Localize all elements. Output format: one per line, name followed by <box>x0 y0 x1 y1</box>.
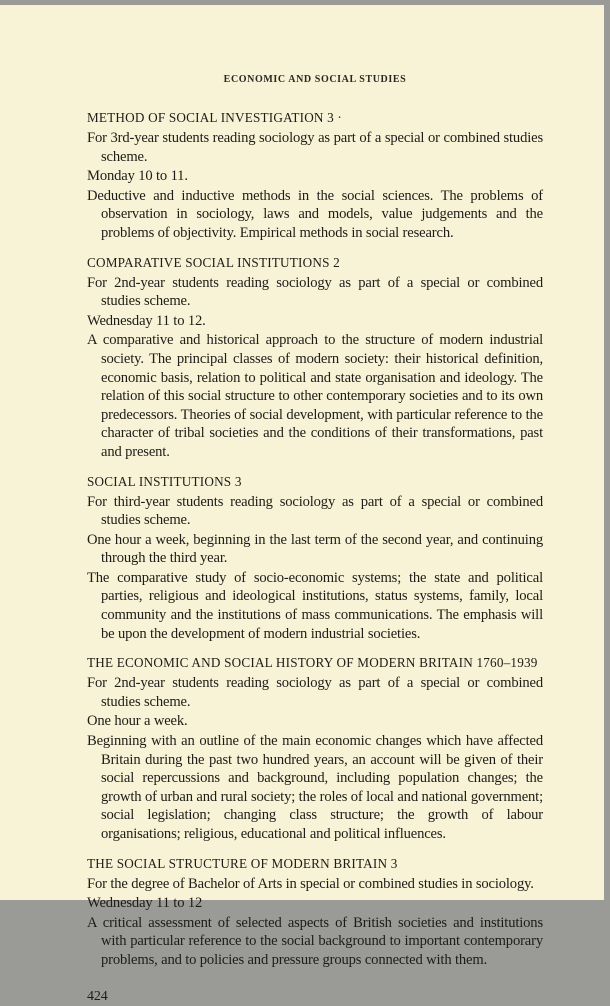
course-description: The comparative study of socio-economic systems; the state and political parties, religious and ideological institutions, status systems, family, local community and the institutions of mass communications. The emphasis will be upon the development of modern industrial societies. <box>87 569 543 642</box>
course-schedule: Wednesday 11 to 12. <box>87 312 206 329</box>
course-schedule: One hour a week, beginning in the last term of the second year, and continuing through the third year. <box>87 531 543 567</box>
course-description: Deductive and inductive methods in the social sciences. The problems of observation in sociology, laws and models, value judgements and the problems of objectivity. Empirical methods in social research. <box>87 187 543 241</box>
course-title: METHOD OF SOCIAL INVESTIGATION 3 · <box>87 110 343 125</box>
course-economic-social-history <box>87 654 543 843</box>
course-eligibility: For the degree of Bachelor of Arts in special or combined studies in sociology. <box>87 875 534 892</box>
course-description: A comparative and historical approach to the structure of modern industrial society. The principal classes of modern society: their historical definition, economic basis, relation to political and state organisation and ideology. The relation of this social structure to other contemporary societies and to its own predecessors. Theories of social development, with particular reference to the character of tribal societies and the conditions of their transformations, past and present. <box>87 332 543 460</box>
page-content <box>87 73 543 1006</box>
course-eligibility: For 2nd-year students reading sociology as part of a special or combined studies scheme. <box>87 274 543 310</box>
course-method-of-social-investigation <box>87 109 543 243</box>
course-eligibility: For 3rd-year students reading sociology as part of a special or combined studies scheme. <box>87 130 543 165</box>
course-social-structure-of-modern-britain <box>87 855 543 970</box>
book-page <box>0 5 604 1004</box>
course-eligibility: For third-year students reading sociology as part of a special or combined studies scheme. <box>87 493 543 529</box>
course-schedule: One hour a week. <box>87 713 188 730</box>
course-title: THE SOCIAL STRUCTURE OF MODERN BRITAIN 3 <box>87 855 398 871</box>
course-social-institutions <box>87 473 543 644</box>
course-schedule: Wednesday 11 to 12 <box>87 895 203 912</box>
course-eligibility: For 2nd-year students reading sociology as part of a special or combined studies scheme. <box>87 675 543 710</box>
course-description: Beginning with an outline of the main economic changes which have affected Britain during the past two hundred years, an account will be given of their social repercussions and background, including population changes; the growth of urban and rural society; the roles of local and national government; social legislation; changing class structure; the growth of labour organisations; religious, educational and political influences. <box>87 733 543 842</box>
page-number: 424 <box>87 988 108 1004</box>
course-comparative-social-institutions <box>87 254 543 462</box>
course-title: COMPARATIVE SOCIAL INSTITUTIONS 2 <box>87 254 340 270</box>
running-head: ECONOMIC AND SOCIAL STUDIES <box>223 74 407 85</box>
course-title: SOCIAL INSTITUTIONS 3 <box>87 473 242 489</box>
course-description: A critical assessment of selected aspects of British societies and institutions with particular reference to the social background to important contemporary problems, and to policies and pressure groups connected with them. <box>87 914 543 968</box>
course-schedule: Monday 10 to 11. <box>87 168 188 185</box>
course-title: THE ECONOMIC AND SOCIAL HISTORY OF MODERN BRITAIN 1760–1939 <box>87 655 538 671</box>
